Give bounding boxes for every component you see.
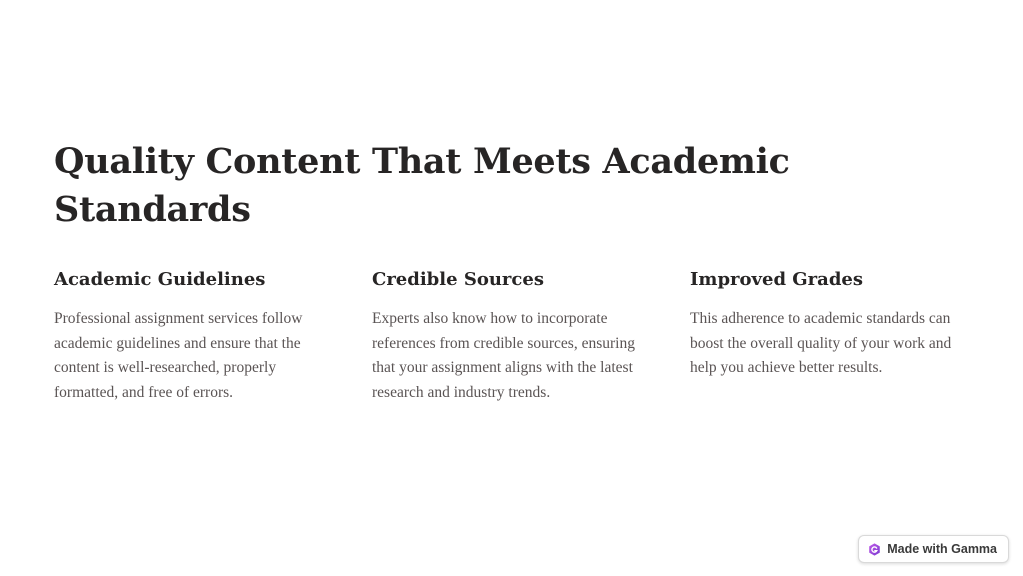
made-with-gamma-button[interactable] [858,535,1009,563]
badge-label: Made with Gamma [887,542,997,556]
column-improved-grades [690,267,975,381]
column-heading: Credible Sources [372,269,544,290]
gamma-logo-icon [868,543,881,556]
feature-columns [54,267,984,447]
column-heading: Improved Grades [690,269,863,290]
column-body: Experts also know how to incorporate references from credible sources, ensuring that your assignment aligns with the latest research and industry trends. [372,310,635,401]
column-credible-sources [372,267,657,405]
column-academic-guidelines [54,267,339,405]
column-body: Professional assignment services follow academic guidelines and ensure that the content is well-researched, properly formatted, and free of errors. [54,310,303,401]
slide-title: Quality Content That Meets Academic Standards [54,141,790,230]
column-heading: Academic Guidelines [54,269,266,290]
column-body: This adherence to academic standards can boost the overall quality of your work and help you achieve better results. [690,310,952,376]
